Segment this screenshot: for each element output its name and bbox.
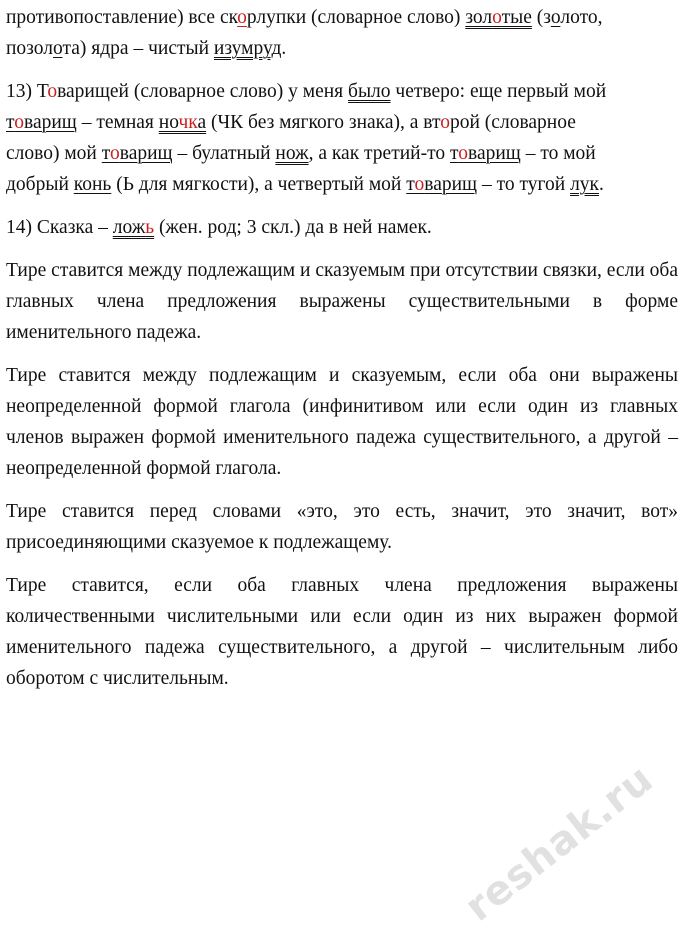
paragraph-14: 14) Сказка – ложь (жен. род; 3 скл.) да в ней намек. (6, 217, 432, 238)
text-line: позолота) ядра – чистый изумруд. (6, 38, 287, 59)
watermark: reshak.ru (456, 755, 662, 931)
paragraph-13 (6, 76, 678, 200)
document-page (6, 2, 678, 694)
rule-paragraph-2: Тире ставится между подлежащим и сказуемым, если оба они выражены неопределенной формой глагола (инфинитивом или если один из главных членов выражен формой именительного падежа существительного, а другой – неопределенной формой глагола. (6, 365, 678, 479)
rule-paragraph-3: Тире ставится перед словами «это, это есть, значит, это значит, вот» присоединяющими сказуемое к подлежащему. (6, 501, 678, 553)
text-line: противопоставление) все скорлупки (словарное слово) золотые (золото, (6, 7, 603, 28)
text-line: товарищ – темная ночка (ЧК без мягкого знака), а второй (словарное (6, 112, 576, 133)
text-line: добрый конь (Ь для мягкости), а четвертый мой товарищ – то тугой лук. (6, 174, 604, 195)
text-line: слово) мой товарищ – булатный нож, а как третий-то товарищ – то мой (6, 143, 596, 164)
rule-paragraph-1: Тире ставится между подлежащим и сказуемым при отсутствии связки, если оба главных члена предложения выражены существительными в форме именительного падежа. (6, 260, 678, 343)
text-line: 13) Товарищей (словарное слово) у меня было четверо: еще первый мой (6, 81, 607, 102)
rule-paragraph-4: Тире ставится, если оба главных члена предложения выражены количественными числительными или если один из них выражен формой именительного падежа существительного, а другой – числительным либо оборотом с числительным. (6, 575, 678, 689)
